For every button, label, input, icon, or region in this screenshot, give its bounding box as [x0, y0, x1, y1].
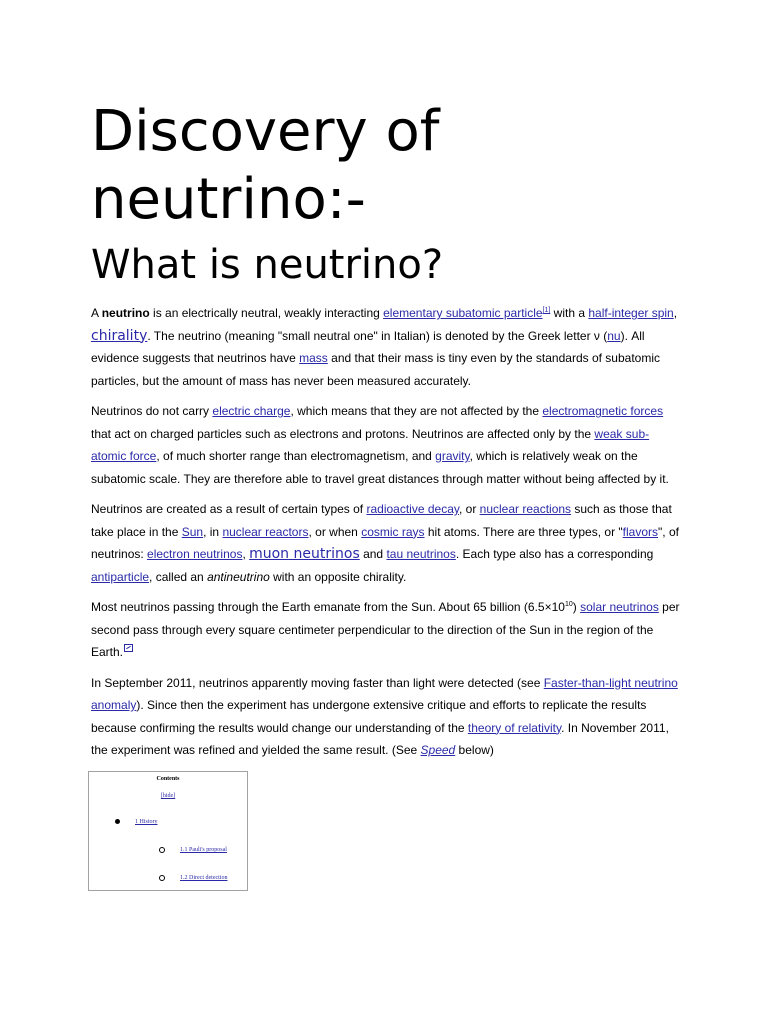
- toc-title: Contents: [156, 776, 180, 782]
- link-radioactive-decay[interactable]: radioactive decay: [366, 502, 459, 516]
- link-nu[interactable]: nu: [607, 328, 621, 343]
- image-placeholder-icon[interactable]: [124, 644, 133, 652]
- toc-hide-link[interactable]: [hide]: [160, 793, 176, 799]
- paragraph-charge: Neutrinos do not carry electric charge, which means that they are not affected by the electromagnetic forces that act on charged particles such as electrons and protons. Neutrinos are affected only by the weak sub-atomic force, of much shorter range than electromagnetism, and gravity, which is relatively weak on the subatomic scale. They are therefore able to travel great distances through matter without being affected by it.: [91, 404, 669, 486]
- toc-item-direct-detection[interactable]: 1.2 Direct detection: [180, 875, 228, 881]
- page-title: Discovery of neutrino:-: [91, 99, 440, 232]
- term-neutrino: neutrino: [101, 306, 150, 320]
- exponent: 10: [564, 601, 573, 608]
- toc-sub-bullet-icon: [159, 847, 165, 853]
- link-ftl-anomaly[interactable]: Faster-than-light neutrino anomaly: [91, 675, 678, 712]
- term-antineutrino: antineutrino: [207, 569, 270, 584]
- link-muon-neutrinos[interactable]: muon neutrinos: [249, 546, 360, 562]
- link-tau-neutrinos[interactable]: tau neutrinos: [386, 547, 456, 561]
- link-electron-neutrinos[interactable]: electron neutrinos: [147, 547, 243, 561]
- paragraph-solar: Most neutrinos passing through the Earth emanate from the Sun. About 65 billion $(6.5\times 10^{10})$ solar neutrinos per second pass through every square centimeter perpendicular to the direction of the Sun in the region of the Earth.: [91, 600, 680, 659]
- toc-sub-bullet-icon: [159, 875, 165, 881]
- link-electromagnetic-forces[interactable]: electromagnetic forces: [542, 404, 664, 418]
- toc-item-history[interactable]: 1 History: [135, 819, 158, 825]
- link-cosmic-rays[interactable]: cosmic rays: [361, 524, 425, 539]
- link-chirality[interactable]: chirality: [91, 327, 148, 344]
- link-elementary-particle[interactable]: elementary subatomic particle: [383, 306, 543, 320]
- link-gravity[interactable]: gravity: [435, 449, 470, 463]
- paragraph-creation: Neutrinos are created as a result of certain types of radioactive decay, or nuclear reactions such as those that take place in the Sun, in nuclear reactors, or when cosmic rays hit atoms. There are three types, or "flavors", of neutrinos: electron neutrinos, muon neutrinos and tau neutrinos. Each type also has a corresponding antiparticle, called an antineutrino with an opposite chirality.: [91, 502, 679, 584]
- link-flavors[interactable]: flavors: [622, 524, 659, 539]
- link-theory-of-relativity[interactable]: theory of relativity: [467, 720, 562, 735]
- paragraph-intro: A neutrino is an electrically neutral, weakly interacting elementary subatomic particle[1] with a half-integer spin, chirality. The neutrino (meaning "small neutral one" in Italian) is denoted by the Greek letter ν (nu). All evidence suggests that neutrinos have mass and that their mass is tiny even by the standards of subatomic particles, but the amount of mass has never been measured accurately.: [91, 306, 678, 388]
- table-of-contents: [88, 771, 248, 891]
- toc-item-paulis-proposal[interactable]: 1.1 Pauli's proposal: [180, 847, 227, 853]
- link-antiparticle[interactable]: antiparticle: [91, 569, 150, 584]
- link-nuclear-reactions[interactable]: nuclear reactions: [479, 502, 572, 516]
- section-heading: What is neutrino?: [91, 242, 444, 288]
- paragraph-ftl: In September 2011, neutrinos apparently moving faster than light were detected (see Faster-than-light neutrino anomaly). Since then the experiment has undergone extensive critique and efforts to replicate the results because confirming the results would change our understanding of the theory of relativity. In November 2011, the experiment was refined and yielded the same result. (See Speed below): [91, 675, 678, 757]
- link-nuclear-reactors[interactable]: nuclear reactors: [222, 524, 309, 539]
- link-mass[interactable]: mass: [299, 351, 328, 365]
- link-weak-force[interactable]: weak sub-atomic force: [91, 426, 650, 463]
- link-electric-charge[interactable]: electric charge: [212, 404, 291, 418]
- link-speed[interactable]: Speed: [420, 743, 456, 757]
- link-half-integer-spin[interactable]: half-integer spin: [588, 306, 674, 320]
- link-sun[interactable]: Sun: [181, 524, 204, 539]
- toc-bullet-icon: [115, 819, 120, 824]
- citation-1[interactable]: [1]: [542, 307, 551, 314]
- article: [91, 98, 681, 770]
- link-solar-neutrinos[interactable]: solar neutrinos: [580, 600, 659, 614]
